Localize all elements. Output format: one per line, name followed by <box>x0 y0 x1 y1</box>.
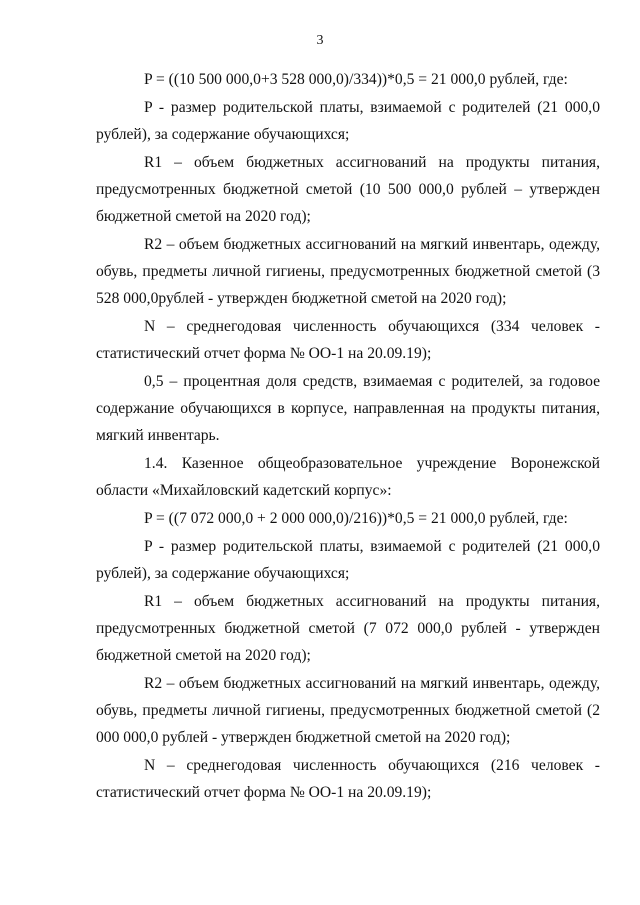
definition-n-2: N – среднегодовая численность обучающихся (216 человек - статистический отчет форма № ОО-1 на 20.09.19); <box>96 757 600 801</box>
definition-share-1: 0,5 – процентная доля средств, взимаемая с родителей, за годовое содержание обучающихся в корпусе, направленная на продукты питания, мягкий инвентарь. <box>96 373 600 444</box>
definition-p-2: P - размер родительской платы, взимаемой с родителей (21 000,0 рублей), за содержание обучающихся; <box>96 538 600 582</box>
definition-r2-2: R2 – объем бюджетных ассигнований на мягкий инвентарь, одежду, обувь, предметы личной гигиены, предусмотренных бюджетной сметой (2 000 000,0 рублей - утвержден бюджетной сметой на 2020 год); <box>96 675 600 746</box>
definition-p-1: P - размер родительской платы, взимаемой с родителей (21 000,0 рублей), за содержание обучающихся; <box>96 99 600 143</box>
definition-r1-2: R1 – объем бюджетных ассигнований на продукты питания, предусмотренных бюджетной сметой (7 072 000,0 рублей - утвержден бюджетной сметой на 2020 год); <box>96 593 600 664</box>
formula-line-1: P = ((10 500 000,0+3 528 000,0)/334))*0,5 = 21 000,0 рублей, где: <box>144 71 568 88</box>
definition-r2-1: R2 – объем бюджетных ассигнований на мягкий инвентарь, одежду, обувь, предметы личной гигиены, предусмотренных бюджетной сметой (3 528 000,0рублей - утвержден бюджетной сметой на 2020 год); <box>96 236 600 307</box>
definition-n-1: N – среднегодовая численность обучающихся (334 человек - статистический отчет форма № ОО-1 на 20.09.19); <box>96 318 600 362</box>
formula-line-2: P = ((7 072 000,0 + 2 000 000,0)/216))*0,5 = 21 000,0 рублей, где: <box>144 510 568 527</box>
document-body <box>96 66 600 807</box>
section-heading-1-4: 1.4. Казенное общеобразовательное учреждение Воронежской области «Михайловский кадетский корпус»: <box>96 455 600 499</box>
definition-r1-1: R1 – объем бюджетных ассигнований на продукты питания, предусмотренных бюджетной сметой (10 500 000,0 рублей – утвержден бюджетной сметой на 2020 год); <box>96 154 600 225</box>
page-number: 3 <box>316 33 324 48</box>
